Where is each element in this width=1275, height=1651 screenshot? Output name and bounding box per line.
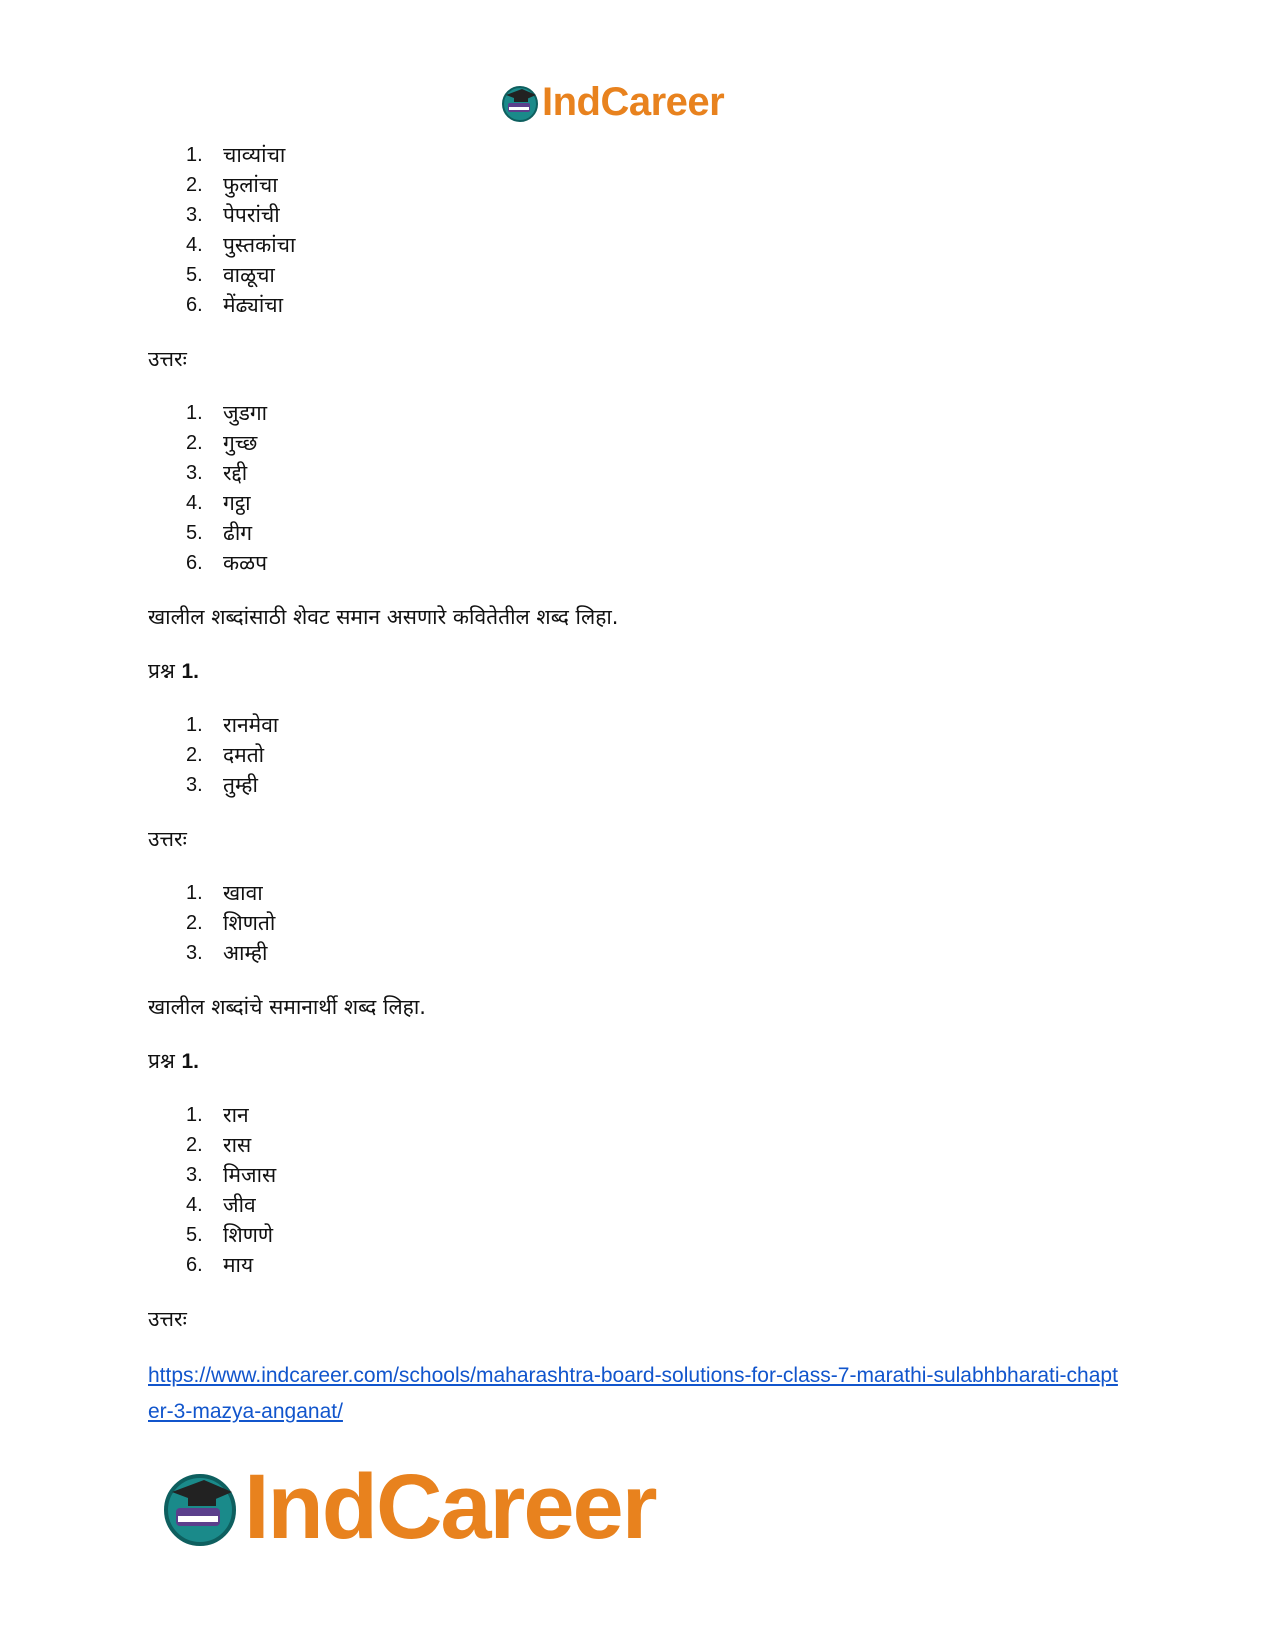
list-items-4 [148,878,1148,968]
list-items-2 [148,398,1148,578]
list-item: 1. जुडगा [186,401,268,425]
list-item: 3. आम्ही [186,941,268,965]
list-item: 3. मिजास [186,1163,277,1187]
list-items-3 [148,710,1148,800]
question-heading: प्रश्न 1. [148,1049,199,1073]
list-item: 2. गुच्छ [186,431,258,455]
list-item: 2. शिणतो [186,911,276,935]
logo-globe-icon [500,83,540,123]
list-item: 4. गट्ठा [186,491,251,515]
header-logo [500,80,724,125]
answer-label: उत्तरः [148,347,187,371]
list-items-5 [148,1100,1148,1280]
list-item: 5. वाळूचा [186,263,275,287]
answer-label: उत्तरः [148,1307,187,1331]
question-heading: प्रश्न 1. [148,659,199,683]
instruction-text: खालील शब्दांसाठी शेवट समान असणारे कवितेतील शब्द लिहा. [148,605,619,629]
answer-label: उत्तरः [148,827,187,851]
list-item: 1. चाव्यांचा [186,143,286,167]
list-item: 4. पुस्तकांचा [186,233,296,257]
list-item: 6. माय [186,1253,254,1277]
list-item: 3. पेपरांची [186,203,280,227]
logo-text: IndCareer [542,80,725,124]
document-body [148,140,1148,1430]
list-item: 6. मेंढ्यांचा [186,293,284,317]
list-item: 1. रानमेवा [186,713,279,737]
instruction-text: खालील शब्दांचे समानार्थी शब्द लिहा. [148,995,426,1019]
list-item: 3. रद्दी [186,461,248,485]
list-item: 4. जीव [186,1193,256,1217]
list-item: 6. कळप [186,551,268,575]
list-item: 2. रास [186,1133,252,1157]
list-item: 3. तुम्ही [186,773,258,797]
logo-text: IndCareer [244,1456,656,1558]
list-item: 1. रान [186,1103,249,1127]
list-item: 5. शिणणे [186,1223,274,1247]
list-item: 1. खावा [186,881,263,905]
footer-logo [160,1455,656,1560]
list-item: 5. ढीग [186,521,253,545]
list-item: 2. दमतो [186,743,265,767]
list-items-1 [148,140,1148,320]
list-item: 2. फुलांचा [186,173,278,197]
source-link[interactable]: https://www.indcareer.com/schools/maharashtra-board-solutions-for-class-7-marathi-sulabhbharati-chapter-3-mazya-anganat/ [148,1364,1118,1423]
logo-globe-icon [160,1468,240,1548]
